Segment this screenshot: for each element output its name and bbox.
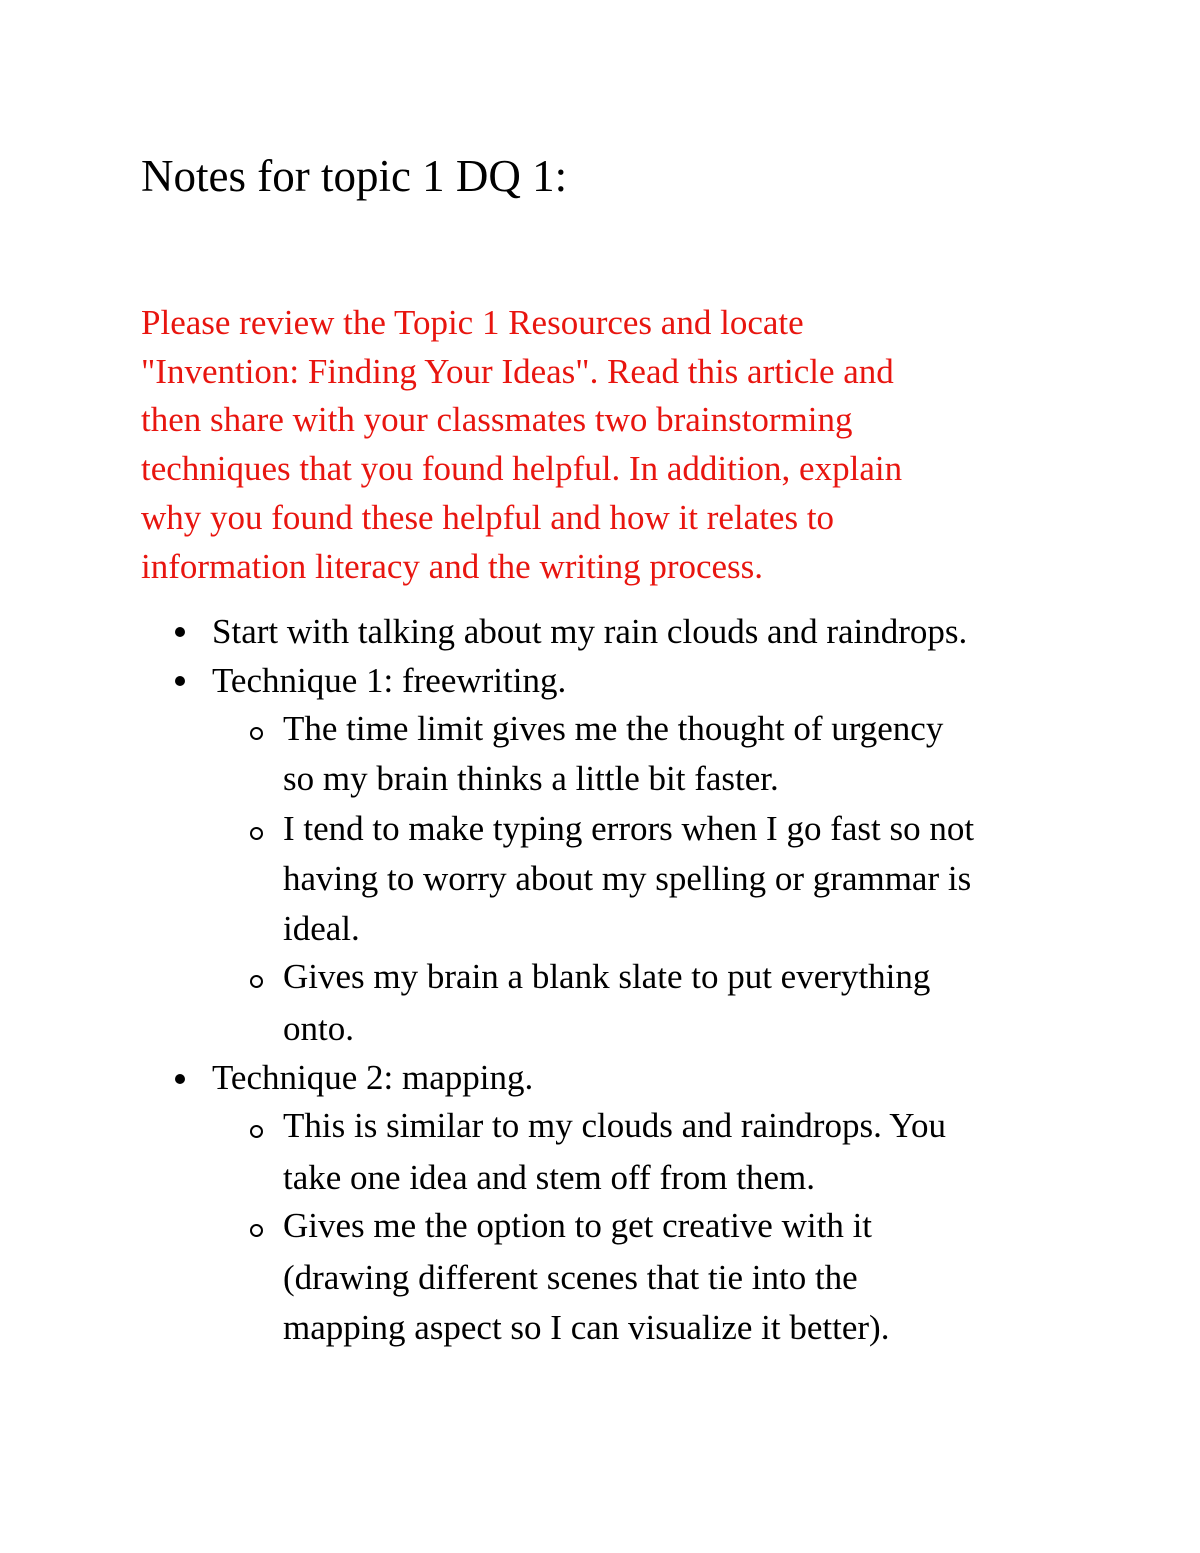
- bullet-dot-icon: [175, 676, 185, 686]
- page-title: Notes for topic 1 DQ 1:: [141, 151, 568, 201]
- bullet-dot-icon: [175, 1074, 185, 1084]
- prompt-line: information literacy and the writing process.: [141, 546, 764, 586]
- sub-item-line: ideal.: [283, 909, 360, 948]
- sub-bullet-circle-icon: [250, 827, 263, 840]
- sub-item-line: having to worry about my spelling or grammar is: [283, 859, 972, 898]
- sub-item-line: mapping aspect so I can visualize it better).: [283, 1308, 890, 1347]
- sub-item-line: (drawing different scenes that tie into the: [283, 1258, 858, 1297]
- sub-item-line: I tend to make typing errors when I go fast so not: [283, 809, 975, 848]
- bullet-item: Start with talking about my rain clouds and raindrops.: [212, 612, 968, 651]
- sub-item-line: so my brain thinks a little bit faster.: [283, 759, 779, 798]
- sub-item-line: Gives me the option to get creative with it: [283, 1206, 873, 1245]
- prompt-line: then share with your classmates two brainstorming: [141, 400, 853, 440]
- sub-item-line: This is similar to my clouds and raindrops. You: [283, 1106, 947, 1145]
- prompt-line: Please review the Topic 1 Resources and locate: [141, 303, 804, 342]
- sub-item-line: The time limit gives me the thought of urgency: [283, 709, 944, 748]
- sub-bullet-circle-icon: [250, 727, 263, 740]
- bullet-dot-icon: [175, 627, 185, 637]
- bullet-item: Technique 1: freewriting.: [212, 661, 567, 700]
- sub-item-line: onto.: [283, 1009, 354, 1048]
- prompt-line: why you found these helpful and how it relates to: [141, 497, 835, 537]
- sub-bullet-circle-icon: [250, 975, 263, 988]
- sub-item-line: Gives my brain a blank slate to put everything: [283, 957, 931, 996]
- prompt-line: techniques that you found helpful. In addition, explain: [141, 449, 903, 489]
- sub-bullet-circle-icon: [250, 1224, 263, 1237]
- sub-item-line: take one idea and stem off from them.: [283, 1158, 815, 1197]
- bullet-item: Technique 2: mapping.: [212, 1058, 534, 1097]
- sub-bullet-circle-icon: [250, 1125, 263, 1138]
- prompt-line: "Invention: Finding Your Ideas". Read this article and: [141, 351, 894, 391]
